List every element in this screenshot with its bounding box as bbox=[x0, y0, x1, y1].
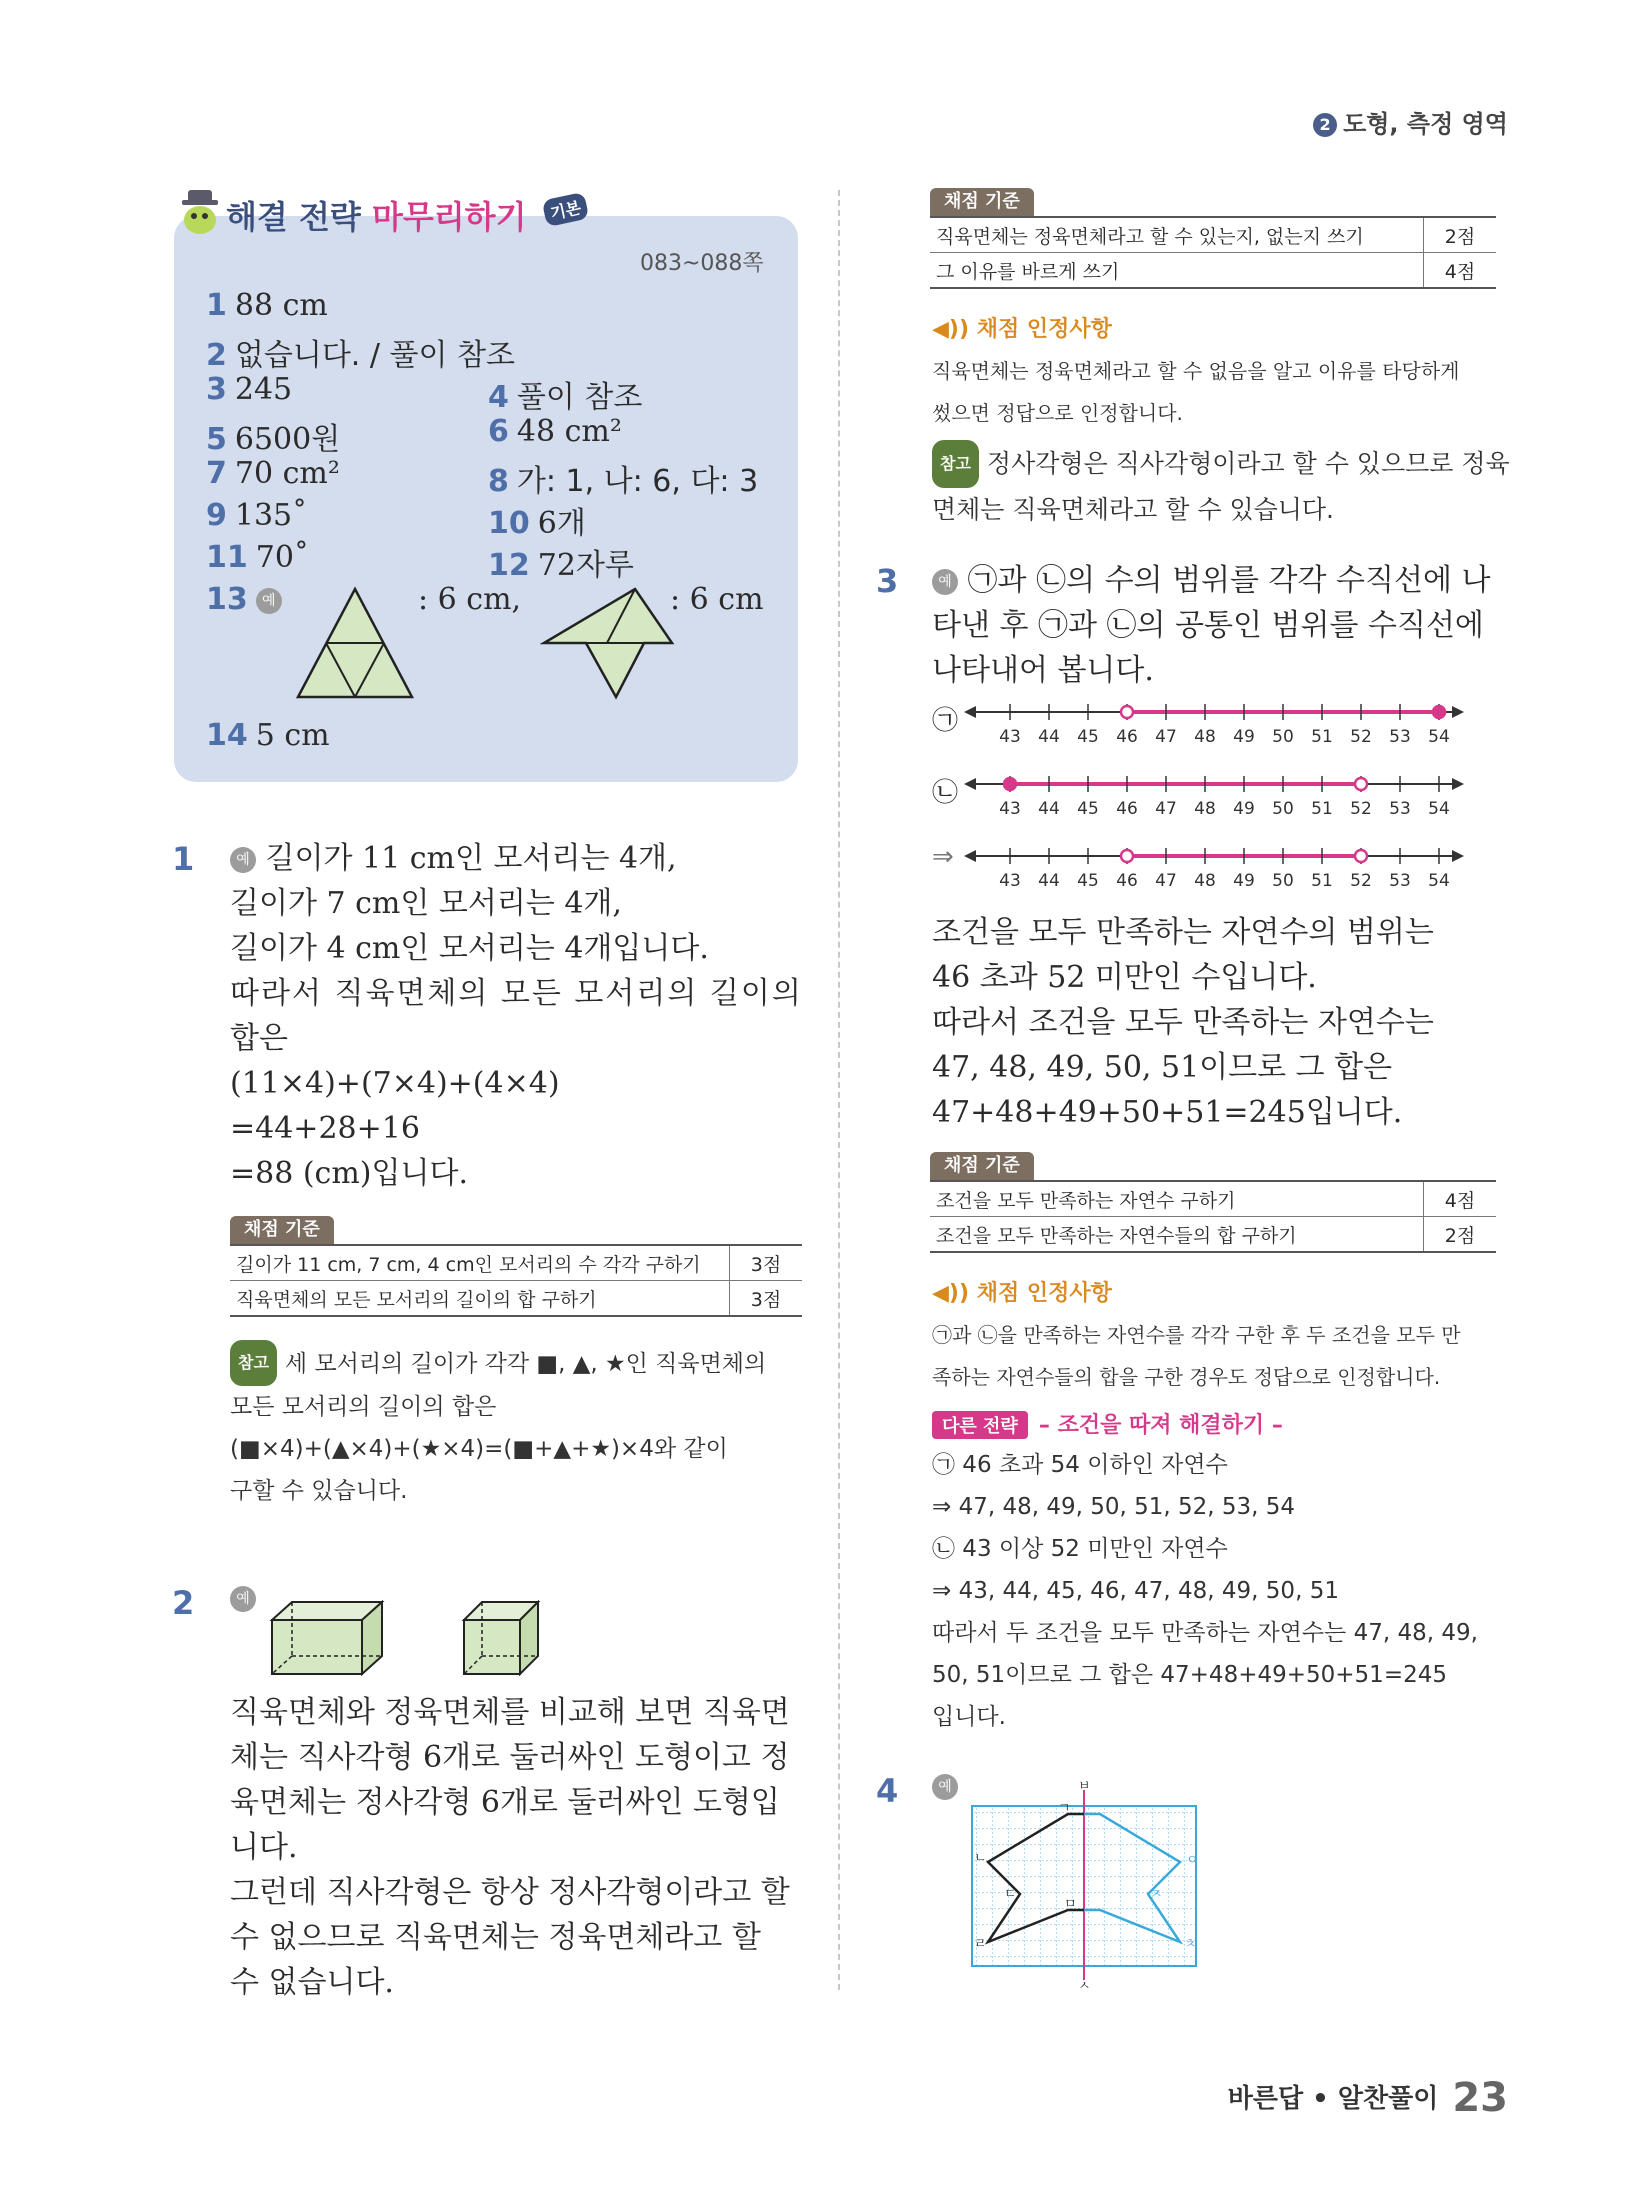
triangle-figure-a bbox=[290, 585, 420, 703]
answer-12: 12 72자루 bbox=[488, 548, 634, 583]
tick-label: 52 bbox=[1350, 871, 1372, 891]
tick-label: 43 bbox=[999, 799, 1021, 819]
svg-text:ㅅ: ㅅ bbox=[1078, 1979, 1091, 1990]
answer-4: 4 풀이 참조 bbox=[488, 380, 643, 415]
problem-3-recognition: ㉠과 ㉡을 만족하는 자연수를 각각 구한 후 두 조건을 모두 만 족하는 자연수들의 합을 구한 경우도 정답으로 인정합니다. bbox=[932, 1323, 1461, 1389]
answer-10: 10 6개 bbox=[488, 506, 586, 541]
page-footer bbox=[1228, 2075, 1508, 2121]
problem-3-intro: 예 ㉠과 ㉡의 수의 범위를 각각 수직선에 나 타낸 후 ㉠과 ㉡의 공통인 범위를 수직선에 나타내어 봅니다. bbox=[932, 563, 1491, 688]
numberline-label-1: ㉠ bbox=[932, 706, 959, 736]
tick-label: 46 bbox=[1116, 871, 1138, 891]
svg-text:ㄴ: ㄴ bbox=[974, 1851, 987, 1866]
level-badge: 기본 bbox=[541, 192, 589, 227]
note-tag: 참고 bbox=[932, 440, 979, 488]
tick-label: 51 bbox=[1311, 799, 1333, 819]
example-badge: 예 bbox=[256, 588, 282, 614]
answer-2: 2 없습니다. / 풀이 참조 bbox=[206, 338, 515, 373]
open-endpoint bbox=[1121, 850, 1133, 862]
tick-label: 47 bbox=[1155, 799, 1177, 819]
table-row: 그 이유를 바르게 쓰기 4점 bbox=[930, 253, 1496, 289]
answer-13-value-b: : 6 cm bbox=[670, 582, 764, 617]
problem-3-solution: 조건을 모두 만족하는 자연수의 범위는 46 초과 52 미만인 수입니다. 따라서 조건을 모두 만족하는 자연수는 47, 48, 49, 50, 51이므로 그 합은 47+48+49+50+51=245입니다. bbox=[932, 915, 1434, 1130]
section-badge: 2 bbox=[1313, 113, 1337, 137]
tick-label: 52 bbox=[1350, 799, 1372, 819]
svg-text:ㅊ: ㅊ bbox=[1184, 1937, 1197, 1952]
grading-table-3 bbox=[930, 1180, 1496, 1253]
svg-text:ㄷ: ㄷ bbox=[1004, 1887, 1017, 1902]
svg-text:ㅈ: ㅈ bbox=[1150, 1887, 1163, 1902]
answer-6: 6 48 cm² bbox=[488, 414, 622, 449]
numberline-label-2: ㉡ bbox=[932, 778, 959, 808]
table-row: 직육면체의 모든 모서리의 길이의 합 구하기 3점 bbox=[230, 1281, 802, 1317]
title-part2: 마무리하기 bbox=[371, 198, 527, 236]
example-badge: 예 bbox=[932, 1774, 958, 1800]
cube-figure bbox=[460, 1598, 544, 1678]
grading-tag: 채점 기준 bbox=[930, 1152, 1034, 1180]
tick-label: 50 bbox=[1272, 799, 1294, 819]
tick-label: 54 bbox=[1428, 727, 1450, 747]
svg-text:ㄹ: ㄹ bbox=[974, 1937, 987, 1952]
answer-14: 14 5 cm bbox=[206, 718, 330, 753]
number-lines bbox=[960, 690, 1470, 910]
example-badge: 예 bbox=[230, 847, 256, 873]
title-part1: 해결 전략 bbox=[226, 198, 372, 236]
tick-label: 45 bbox=[1077, 871, 1099, 891]
tick-label: 50 bbox=[1272, 871, 1294, 891]
numberline-label-3: ⇒ bbox=[932, 842, 954, 872]
problem-1-number: 1 bbox=[172, 840, 195, 878]
open-endpoint bbox=[1355, 850, 1367, 862]
tick-label: 45 bbox=[1077, 799, 1099, 819]
svg-text:ㅁ: ㅁ bbox=[1064, 1897, 1077, 1912]
example-badge: 예 bbox=[932, 569, 958, 595]
tick-label: 48 bbox=[1194, 871, 1216, 891]
note-tag: 참고 bbox=[230, 1340, 277, 1386]
triangle-figure-b bbox=[540, 585, 680, 703]
tick-label: 51 bbox=[1311, 871, 1333, 891]
problem-2-number: 2 bbox=[172, 1584, 195, 1622]
example-badge: 예 bbox=[230, 1586, 256, 1612]
answer-9: 9 135˚ bbox=[206, 498, 308, 533]
problem-3-number: 3 bbox=[876, 562, 899, 600]
tick-label: 47 bbox=[1155, 727, 1177, 747]
closed-endpoint bbox=[1004, 778, 1016, 790]
answer-13: 13 예 bbox=[206, 582, 282, 617]
table-row: 조건을 모두 만족하는 자연수 구하기 4점 bbox=[930, 1181, 1496, 1217]
mascot-icon bbox=[178, 186, 224, 236]
section-title: 도형, 측정 영역 bbox=[1343, 110, 1508, 138]
tick-label: 46 bbox=[1116, 727, 1138, 747]
tick-label: 45 bbox=[1077, 727, 1099, 747]
grading-table-2 bbox=[930, 216, 1496, 289]
tick-label: 50 bbox=[1272, 727, 1294, 747]
tick-label: 44 bbox=[1038, 871, 1060, 891]
answer-3: 3 245 bbox=[206, 372, 293, 407]
answer-8: 8 가: 1, 나: 6, 다: 3 bbox=[488, 464, 759, 499]
alt-title: – 조건을 따져 해결하기 – bbox=[1038, 1413, 1283, 1438]
alternative-strategy-header bbox=[932, 1408, 1283, 1439]
answer-5: 5 6500원 bbox=[206, 422, 341, 457]
open-endpoint bbox=[1121, 706, 1133, 718]
problem-2-solution: 직육면체와 정육면체를 비교해 보면 직육면 체는 직사각형 6개로 둘러싸인 도형이고 정 육면체는 정사각형 6개로 둘러싸인 도형입 니다. 그런데 직사각형은 항상 정사각형이라고 할 수 없으므로 직육면체는 정육면체라고 할 수 없습니다. bbox=[230, 1695, 790, 2000]
tick-label: 53 bbox=[1389, 871, 1411, 891]
table-row: 길이가 11 cm, 7 cm, 4 cm인 모서리의 수 각각 구하기 3점 bbox=[230, 1245, 802, 1281]
tick-label: 46 bbox=[1116, 799, 1138, 819]
tick-label: 53 bbox=[1389, 727, 1411, 747]
section-label bbox=[1313, 104, 1508, 139]
recognition-tag: ◀)) 채점 인정사항 bbox=[932, 317, 1112, 342]
tick-label: 54 bbox=[1428, 799, 1450, 819]
tick-label: 48 bbox=[1194, 727, 1216, 747]
page-range: 083~088쪽 bbox=[640, 251, 764, 276]
alt-tag: 다른 전략 bbox=[932, 1411, 1028, 1439]
tick-label: 49 bbox=[1233, 727, 1255, 747]
column-divider bbox=[838, 190, 840, 1990]
tick-label: 44 bbox=[1038, 799, 1060, 819]
answer-11: 11 70˚ bbox=[206, 540, 309, 575]
alternative-strategy-body: ㉠ 46 초과 54 이하인 자연수 ⇒ 47, 48, 49, 50, 51, 52, 53, 54 ㉡ 43 이상 52 미만인 자연수 ⇒ 43, 44, 45, 46, 47, 48, 49, 50, 51 따라서 두 조건을 모두 만족하는 자연수는 47, 48, 49, 50, 51이므로 그 합은 47+48+49+50+51=245 입니다. bbox=[932, 1452, 1478, 1730]
answer-7: 7 70 cm² bbox=[206, 456, 340, 491]
svg-text:ㅂ: ㅂ bbox=[1078, 1780, 1091, 1794]
grading-table-1 bbox=[230, 1244, 802, 1317]
tick-label: 48 bbox=[1194, 799, 1216, 819]
tick-label: 43 bbox=[999, 871, 1021, 891]
footer-label: 바른답 • 알찬풀이 bbox=[1227, 2084, 1439, 2114]
problem-4-number: 4 bbox=[876, 1772, 899, 1810]
tick-label: 43 bbox=[999, 727, 1021, 747]
tick-label: 47 bbox=[1155, 871, 1177, 891]
recognition-tag: ◀)) 채점 인정사항 bbox=[932, 1281, 1112, 1306]
answer-13-value-a: : 6 cm, bbox=[418, 582, 522, 617]
page-number: 23 bbox=[1452, 2075, 1508, 2121]
tick-label: 51 bbox=[1311, 727, 1333, 747]
tick-label: 54 bbox=[1428, 871, 1450, 891]
svg-text:ㄱ: ㄱ bbox=[1058, 1801, 1071, 1816]
answer-1: 1 88 cm bbox=[206, 288, 328, 323]
problem-2-recognition: 직육면체는 정육면체라고 할 수 없음을 알고 이유를 타당하게 썼으면 정답으로 인정합니다. bbox=[932, 359, 1460, 425]
svg-text:ㅇ: ㅇ bbox=[1186, 1853, 1199, 1868]
cuboid-figure bbox=[268, 1598, 390, 1678]
open-endpoint bbox=[1355, 778, 1367, 790]
table-row: 조건을 모두 만족하는 자연수들의 합 구하기 2점 bbox=[930, 1217, 1496, 1253]
problem-2-note: 참고 정사각형은 직사각형이라고 할 수 있으므로 정육 면체는 직육면체라고 할 수 있습니다. bbox=[932, 440, 1510, 532]
symmetry-grid-figure bbox=[960, 1780, 1210, 1990]
problem-1-note: 참고 세 모서리의 길이가 각각 ■, ▲, ★인 직육면체의 모든 모서리의 길이의 합은 (■×4)+(▲×4)+(★×4)=(■+▲+★)×4와 같이 구할 수 있습니다. bbox=[230, 1340, 766, 1512]
closed-endpoint bbox=[1433, 706, 1445, 718]
tick-label: 44 bbox=[1038, 727, 1060, 747]
tick-label: 52 bbox=[1350, 727, 1372, 747]
tick-label: 49 bbox=[1233, 871, 1255, 891]
tick-label: 53 bbox=[1389, 799, 1411, 819]
grading-tag: 채점 기준 bbox=[230, 1216, 334, 1244]
table-row: 직육면체는 정육면체라고 할 수 있는지, 없는지 쓰기 2점 bbox=[930, 217, 1496, 253]
grading-tag: 채점 기준 bbox=[930, 188, 1034, 216]
tick-label: 49 bbox=[1233, 799, 1255, 819]
problem-1-solution: 예 길이가 11 cm인 모서리는 4개, 길이가 7 cm인 모서리는 4개, 길이가 4 cm인 모서리는 4개입니다. 따라서 직육면체의 모든 모서리의 길이의 합은 (11×4)+(7×4)+(4×4) =44+28+16 =88 (cm)입니다. bbox=[230, 841, 803, 1191]
